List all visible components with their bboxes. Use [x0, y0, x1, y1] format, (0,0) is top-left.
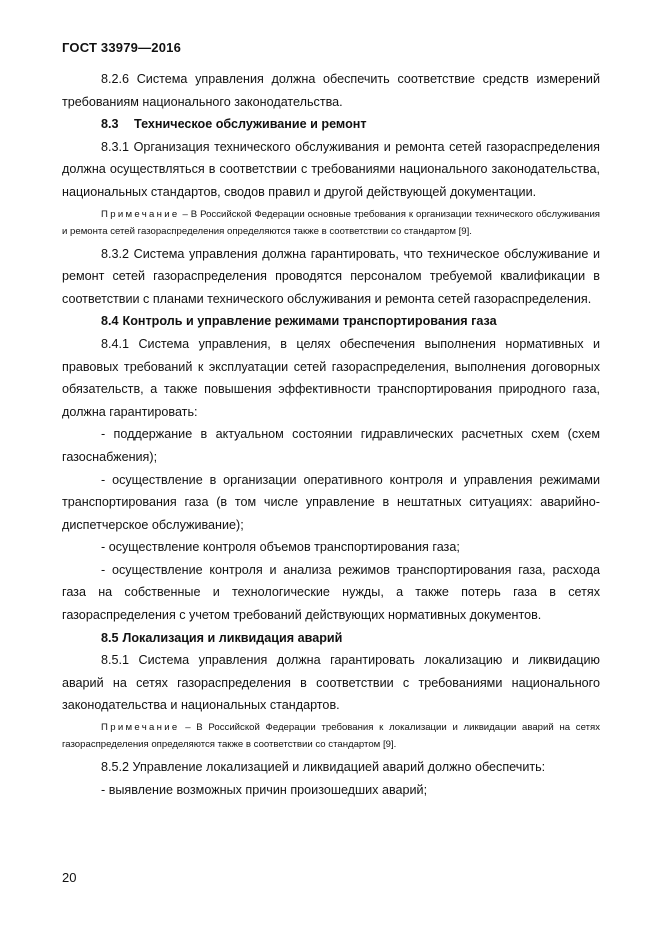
list-item: - осуществление контроля и анализа режимов транспортирования газа, расхода газа на собственные и технологические нужды, а также потерь газа в сетях газораспределения с учетом требований действующих нормативных документов. — [62, 562, 600, 623]
note-text: В Российской Федерации требования к локализации и ликвидации аварий на сетях газораспределения определяются также в соответствии со стандартом [9]. — [62, 722, 600, 751]
note-label: Примечание — [101, 722, 180, 734]
section-heading-8-3 — [62, 113, 600, 136]
section-number: 8.4 — [101, 314, 119, 329]
paragraph-8-3-2: 8.3.2 Система управления должна гарантировать, что техническое обслуживание и ремонт сетей газораспределения проводятся персоналом требуемой квалификации в соответствии с планами технического обслуживания и ремонта сетей газораспределения. — [62, 246, 600, 306]
note-text: В Российской Федерации основные требования к организации технического обслуживания и ремонта сетей газораспределения определяются также в соответствии со стандартом [9]. — [62, 208, 600, 237]
document-body — [62, 68, 600, 801]
paragraph-8-5-2: 8.5.2 Управление локализацией и ликвидацией аварий должно обеспечить: — [101, 760, 546, 775]
paragraph-8-5-1: 8.5.1 Система управления должна гарантировать локализацию и ликвидацию аварий на сетях газораспределения в соответствии с требованиями национального законодательства и национальных стандартов. — [62, 653, 600, 713]
section-title: Техническое обслуживание и ремонт — [134, 117, 367, 132]
section-heading-8-5 — [62, 627, 600, 650]
list-item: - поддержание в актуальном состоянии гидравлических расчетных схем (схем газоснабжения); — [62, 427, 600, 464]
list-item: - выявление возможных причин произошедших аварий; — [101, 782, 428, 797]
paragraph-8-4-1: 8.4.1 Система управления, в целях обеспечения выполнения нормативных и правовых требований к эксплуатации сетей газораспределения, выполнения договорных обязательств, а также повышения эффективности транспортирования природного газа, должна гарантировать: — [62, 336, 600, 419]
page-number: 20 — [62, 870, 77, 885]
list-item: - осуществление в организации оперативного контроля и управления режимами транспортирования газа (в том числе управление в нештатных ситуациях: аварийно-диспетчерское обслуживание); — [62, 472, 600, 532]
document-header: ГОСТ 33979—2016 — [62, 40, 181, 55]
note-dash: – — [179, 208, 191, 220]
note-block — [62, 206, 600, 240]
section-number: 8.5 — [101, 630, 119, 645]
section-number: 8.3 — [101, 117, 119, 132]
note-block — [62, 719, 600, 753]
list-item: - осуществление контроля объемов транспортирования газа; — [101, 540, 460, 555]
section-title: Контроль и управление режимами транспортирования газа — [122, 314, 497, 329]
note-label: Примечание — [101, 208, 180, 220]
section-title: Локализация и ликвидация аварий — [122, 630, 343, 645]
section-heading-8-4 — [62, 310, 600, 333]
paragraph-8-2-6: 8.2.6 Система управления должна обеспечить соответствие средств измерений требованиям национального законодательства. — [62, 72, 600, 109]
paragraph-8-3-1: 8.3.1 Организация технического обслуживания и ремонта сетей газораспределения должна осуществляться в соответствии с требованиями национального законодательства, национальных стандартов, сводов правил и другой действующей документации. — [62, 139, 600, 199]
note-dash: – — [179, 722, 197, 734]
